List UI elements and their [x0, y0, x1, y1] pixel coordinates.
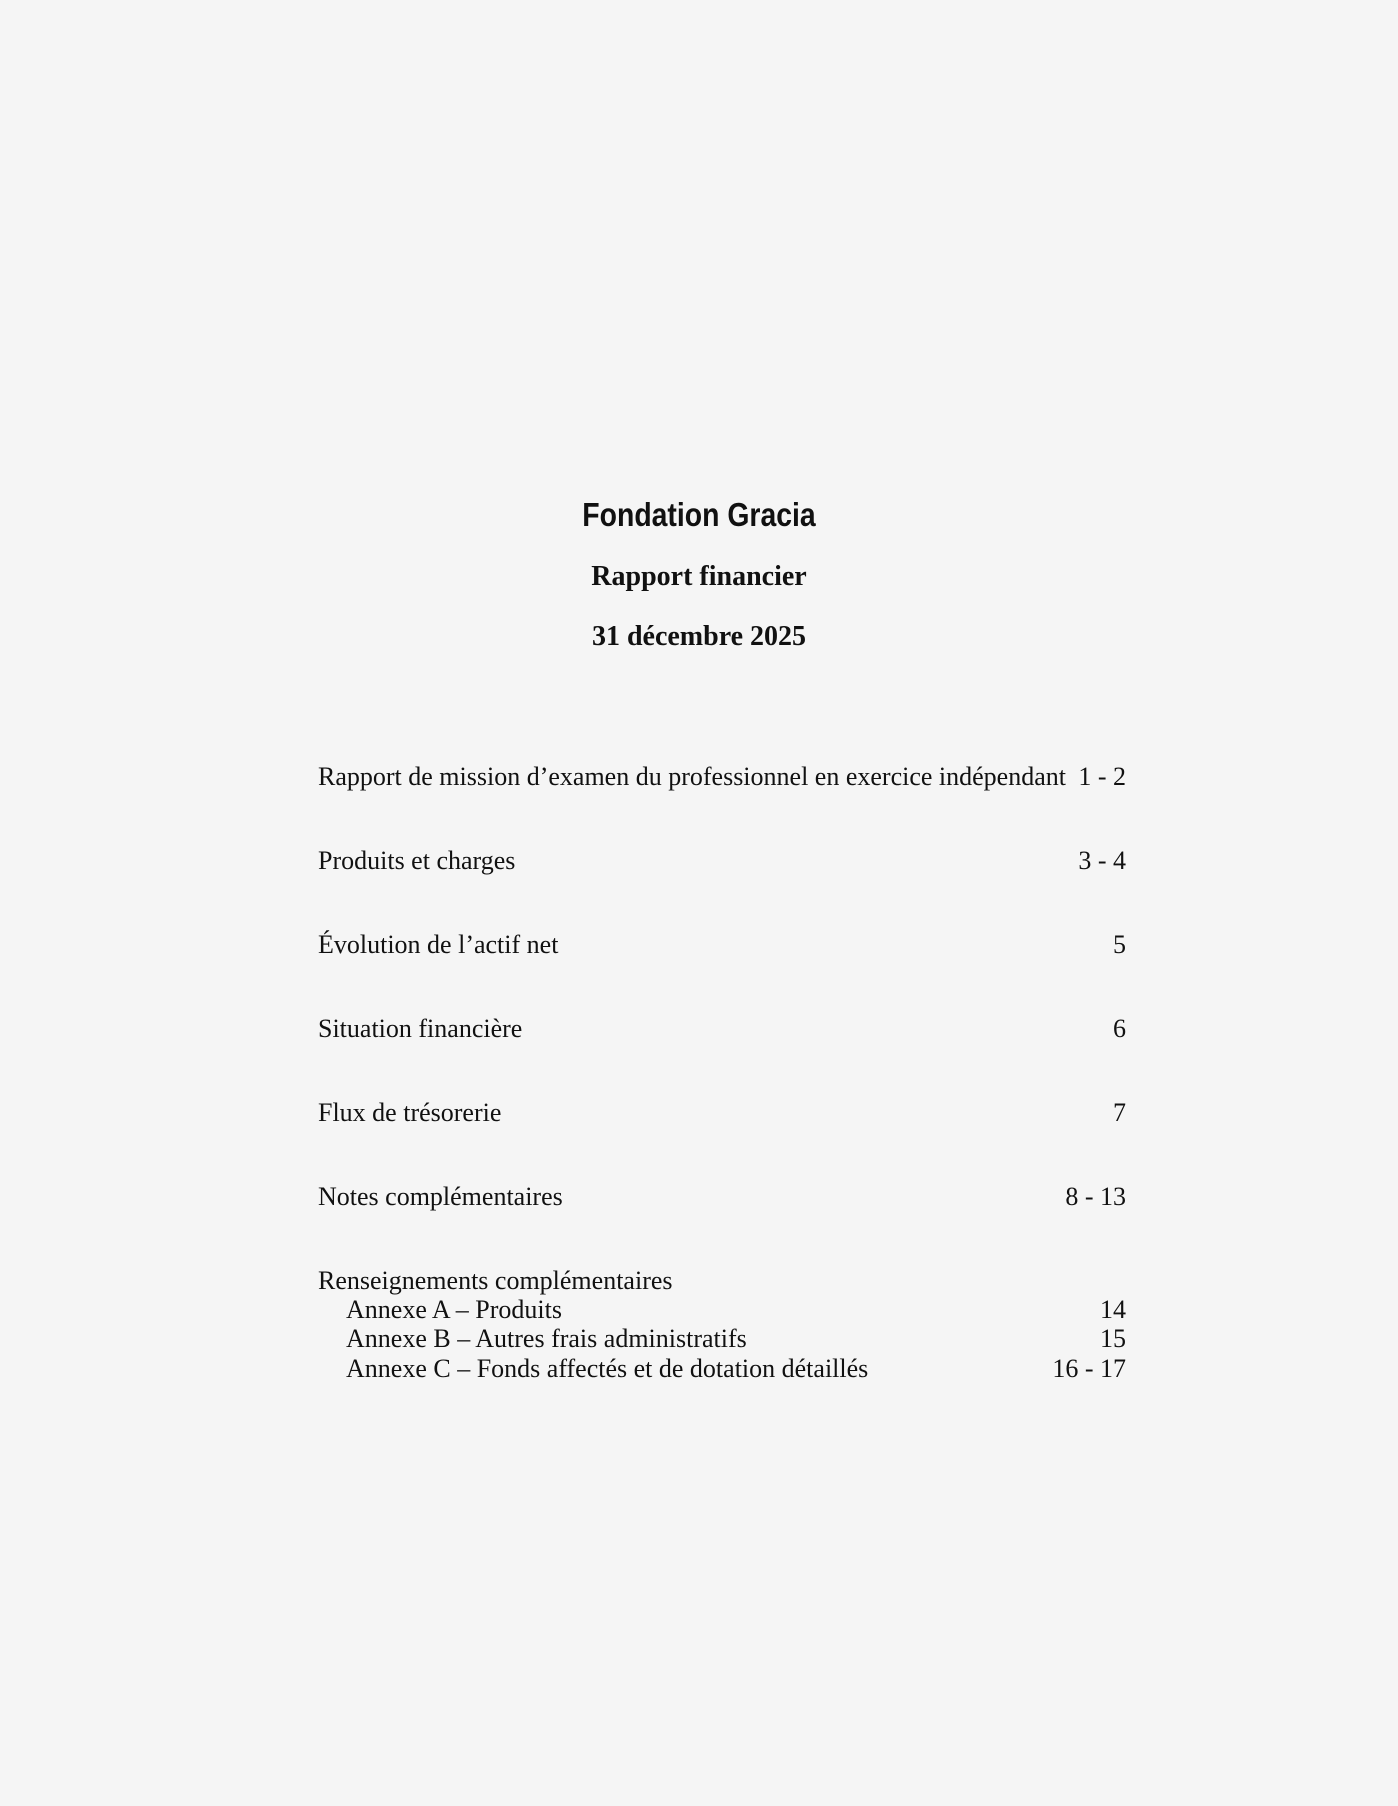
toc-label: Évolution de l’actif net [318, 930, 559, 959]
toc-subrow [318, 1354, 1126, 1384]
toc-row [318, 930, 1126, 960]
report-title: Rapport financier [591, 561, 807, 592]
toc-subrow [318, 1295, 1126, 1325]
toc-pages: 3 - 4 [1078, 846, 1126, 875]
toc-label: Situation financière [318, 1014, 523, 1043]
toc-pages: 5 [1113, 930, 1126, 959]
organization-name: Fondation Gracia [582, 496, 816, 533]
toc-label: Flux de trésorerie [318, 1098, 502, 1127]
toc-row [318, 846, 1126, 876]
toc-label: Rapport de mission d’examen du professionnel en exercice indépendant [318, 762, 1066, 791]
toc-pages: 8 - 13 [1065, 1182, 1126, 1211]
toc-label: Produits et charges [318, 846, 516, 875]
toc-pages: 1 - 2 [1078, 762, 1126, 791]
toc-row [318, 1014, 1126, 1044]
toc-label: Notes complémentaires [318, 1182, 563, 1211]
toc-row [318, 1182, 1126, 1212]
toc-label: Annexe B – Autres frais administratifs [346, 1324, 747, 1353]
toc-pages: 16 - 17 [1052, 1354, 1126, 1383]
toc-row [318, 762, 1126, 792]
toc-section-heading [318, 1266, 1126, 1296]
report-date: 31 décembre 2025 [591, 621, 807, 652]
toc-pages: 7 [1113, 1098, 1126, 1127]
toc-section-label: Renseignements complémentaires [318, 1266, 673, 1295]
toc-row [318, 1098, 1126, 1128]
toc-pages: 6 [1113, 1014, 1126, 1043]
toc-pages: 15 [1100, 1324, 1126, 1353]
toc-label: Annexe C – Fonds affectés et de dotation détaillés [346, 1354, 869, 1383]
table-of-contents [318, 0, 1126, 1806]
toc-pages: 14 [1100, 1295, 1126, 1324]
toc-label: Annexe A – Produits [346, 1295, 562, 1324]
toc-subrow [318, 1324, 1126, 1354]
